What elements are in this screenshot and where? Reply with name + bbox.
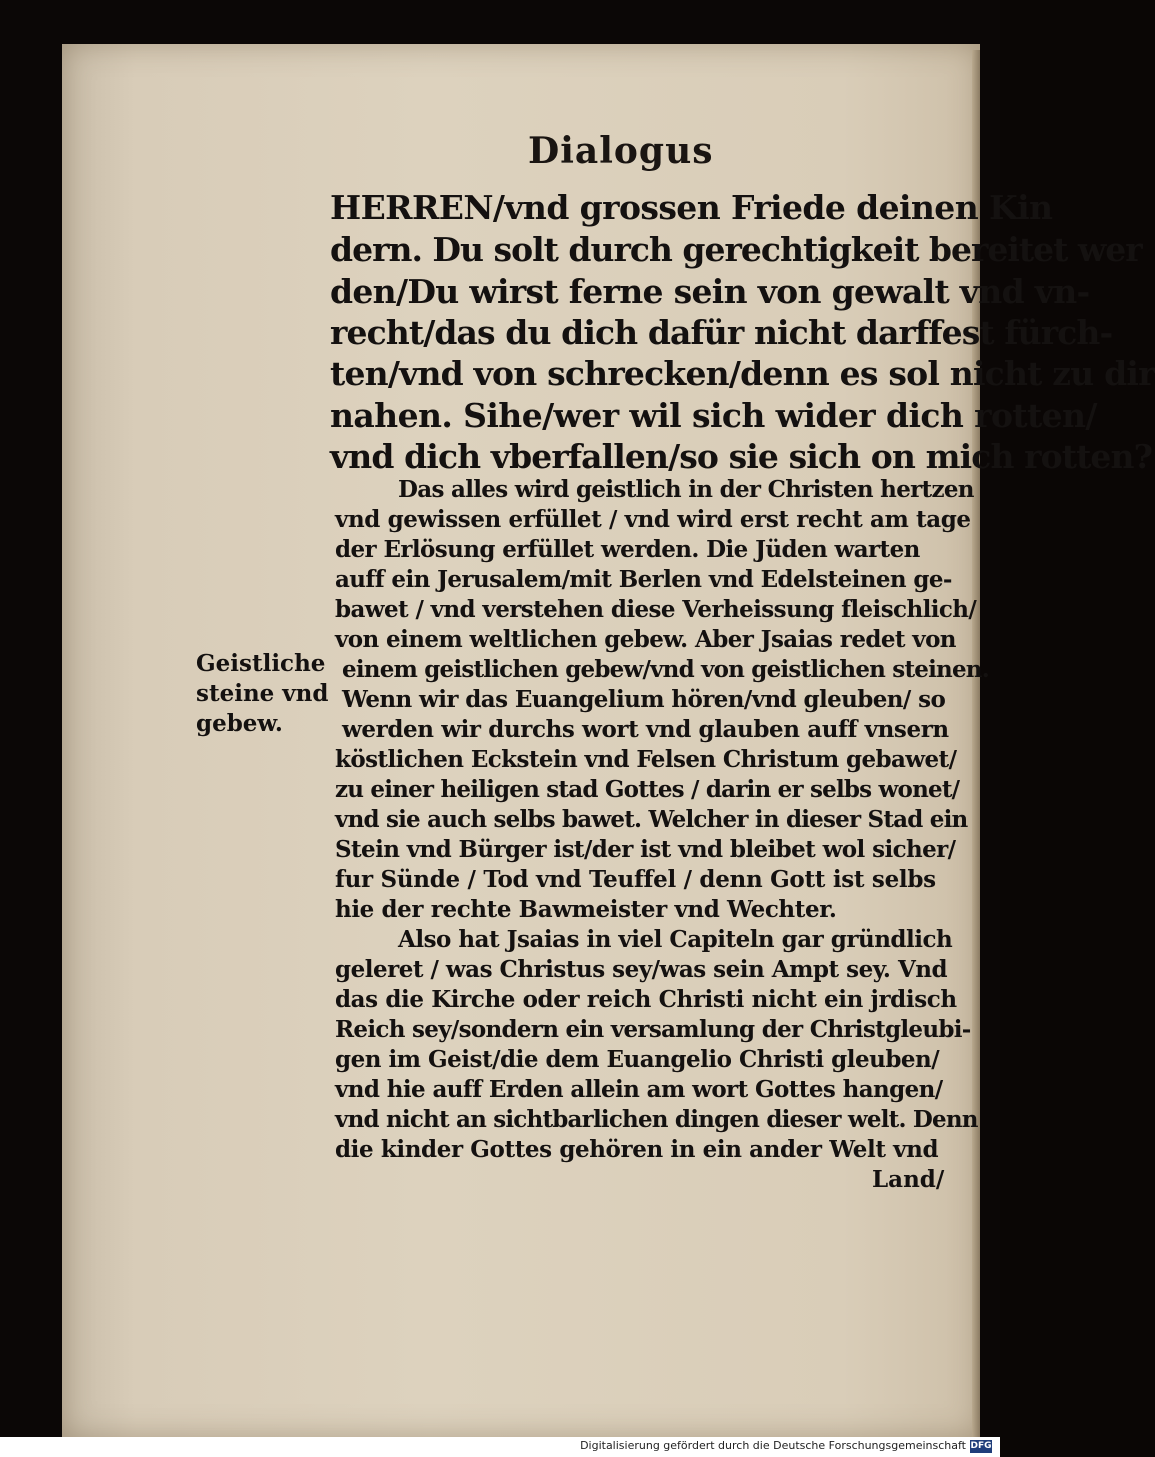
text-line: fur Sünde / Tod vnd Teuffel / denn Gott ist selbs bbox=[335, 866, 936, 893]
text-line: werden wir durchs wort vnd glauben auff vnsern bbox=[342, 716, 949, 743]
dfg-logo: DFG bbox=[970, 1441, 992, 1451]
text-line: dern. Du solt durch gerechtigkeit bereitet wer bbox=[330, 230, 1142, 269]
text-line: vnd nicht an sichtbarlichen dingen dieser welt. Denn bbox=[335, 1106, 978, 1133]
text-line: köstlichen Eckstein vnd Felsen Christum gebawet/ bbox=[335, 746, 957, 773]
margin-note-line: gebew. bbox=[196, 710, 283, 737]
margin-note-line: steine vnd bbox=[196, 680, 329, 707]
text-line: bawet / vnd verstehen diese Verheissung fleischlich/ bbox=[335, 596, 977, 623]
text-line: vnd sie auch selbs bawet. Welcher in dieser Stad ein bbox=[335, 806, 968, 833]
text-line: Also hat Jsaias in viel Capiteln gar gründlich bbox=[398, 926, 953, 953]
text-line: vnd dich vberfallen/so sie sich on mich rotten? bbox=[330, 437, 1153, 476]
text-line: auff ein Jerusalem/mit Berlen vnd Edelsteinen ge- bbox=[335, 566, 952, 593]
text-line: Stein vnd Bürger ist/der ist vnd bleibet wol sicher/ bbox=[335, 836, 956, 863]
text-line: HERREN/vnd grossen Friede deinen Kin bbox=[330, 188, 1053, 227]
text-line: geleret / was Christus sey/was sein Ampt sey. Vnd bbox=[335, 956, 948, 983]
funding-credit: Digitalisierung gefördert durch die Deutsche Forschungsgemeinschaft bbox=[580, 1439, 966, 1452]
text-line: das die Kirche oder reich Christi nicht ein jrdisch bbox=[335, 986, 957, 1013]
text-line: vnd hie auff Erden allein am wort Gottes hangen/ bbox=[335, 1076, 943, 1103]
text-line: Reich sey/sondern ein versamlung der Christgleubi- bbox=[335, 1016, 971, 1043]
text-line: der Erlösung erfüllet werden. Die Jüden warten bbox=[335, 536, 920, 563]
text-line: zu einer heiligen stad Gottes / darin er selbs wonet/ bbox=[335, 776, 960, 803]
text-line: den/Du wirst ferne sein von gewalt vnd vn- bbox=[330, 272, 1090, 311]
text-line: von einem weltlichen gebew. Aber Jsaias redet von bbox=[335, 626, 956, 653]
text-line: vnd gewissen erfüllet / vnd wird erst recht am tage bbox=[335, 506, 971, 533]
text-line: hie der rechte Bawmeister vnd Wechter. bbox=[335, 896, 837, 923]
margin-note-line: Geistliche bbox=[196, 650, 326, 677]
catchword: Land/ bbox=[872, 1166, 945, 1193]
text-line: einem geistlichen gebew/vnd von geistlichen steinen. bbox=[342, 656, 989, 683]
page-header: Dialogus bbox=[528, 130, 714, 172]
text-line: recht/das du dich dafür nicht darffest fürch- bbox=[330, 313, 1113, 352]
text-line: nahen. Sihe/wer wil sich wider dich rotten/ bbox=[330, 396, 1097, 435]
text-line: gen im Geist/die dem Euangelio Christi gleuben/ bbox=[335, 1046, 940, 1073]
text-line: Das alles wird geistlich in der Christen hertzen bbox=[398, 476, 974, 503]
text-line: Wenn wir das Euangelium hören/vnd gleuben/ so bbox=[342, 686, 946, 713]
text-line: ten/vnd von schrecken/denn es sol nicht zu dir bbox=[330, 354, 1155, 393]
text-line: die kinder Gottes gehören in ein ander Welt vnd bbox=[335, 1136, 939, 1163]
